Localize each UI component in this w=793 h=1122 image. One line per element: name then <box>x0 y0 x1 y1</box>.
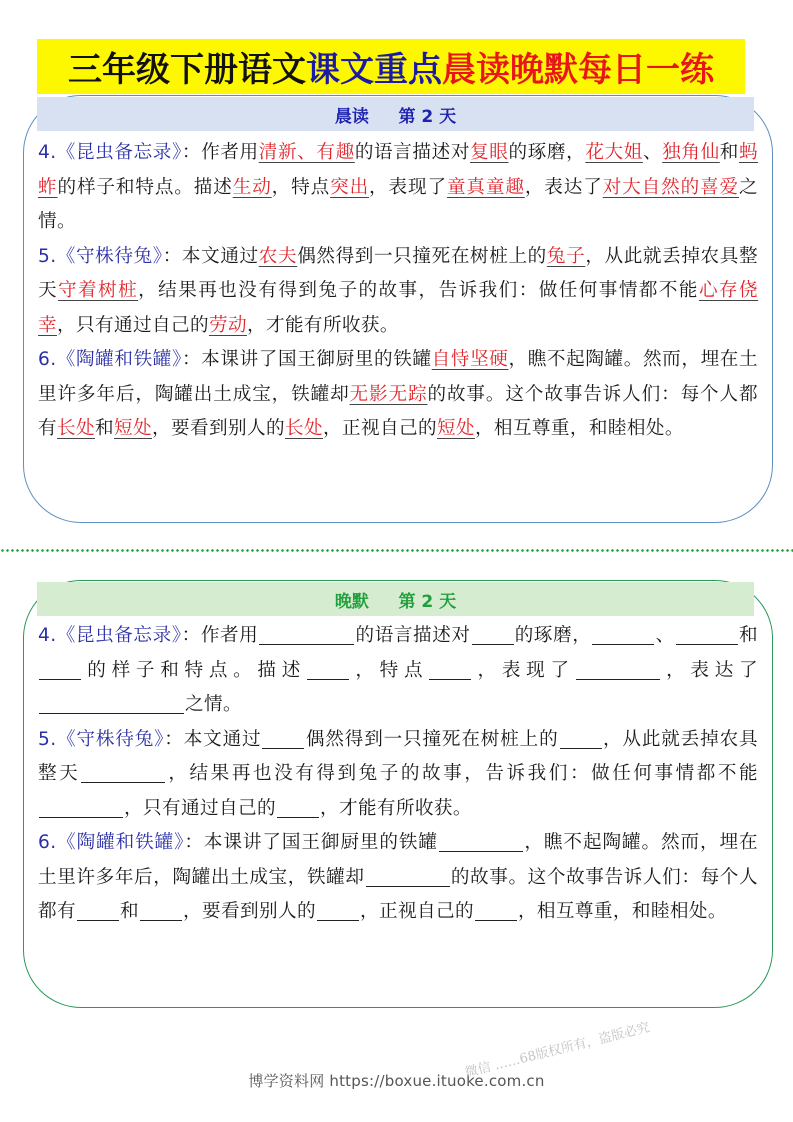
body-text: 的故事。这个故事告诉人们：每个人都有 <box>38 866 758 922</box>
body-text: 、 <box>642 142 663 163</box>
fill-in-blank[interactable] <box>472 623 514 645</box>
body-text: ，表现了 <box>472 659 575 681</box>
body-text: 之情。 <box>38 176 759 232</box>
morning-item-5 <box>38 240 758 344</box>
body-text: ，特点 <box>350 659 429 681</box>
answer-keyword: 独角仙 <box>662 142 720 163</box>
fill-in-blank[interactable] <box>39 658 81 680</box>
body-text: ，瞧不起陶罐。然而，埋在土里许多年后，陶罐出土成宝，铁罐却 <box>38 349 758 405</box>
fill-in-blank[interactable] <box>77 899 119 921</box>
body-text: ，才能有所收获。 <box>319 797 472 819</box>
body-text: ，要看到别人的 <box>183 901 316 922</box>
body-text: 偶然得到一只撞死在树桩上的 <box>297 245 547 267</box>
fill-in-blank[interactable] <box>475 899 517 921</box>
fill-in-blank[interactable] <box>307 658 349 680</box>
answer-keyword: 劳动 <box>208 314 247 336</box>
lesson-title: 《昆虫备忘录》 <box>56 142 182 163</box>
body-text: ，从此就丢掉农具整天 <box>38 245 758 301</box>
answer-keyword: 对大自然的喜爱 <box>602 176 740 198</box>
answer-keyword: 蚂蚱 <box>38 142 759 198</box>
evening-item-4 <box>38 619 758 723</box>
body-text: ：本课讲了国王御厨里的铁罐 <box>181 349 432 370</box>
body-text: 和 <box>719 142 740 163</box>
answer-keyword: 农夫 <box>258 245 298 267</box>
body-text: ，表达了 <box>660 659 758 681</box>
fill-in-blank[interactable] <box>39 692 184 714</box>
body-text: ，从此就丢掉农具整天 <box>38 728 759 784</box>
body-text: 的故事。这个故事告诉人们：每个人都有 <box>38 383 758 439</box>
title-practice: 晨读晚默每日一练 <box>442 50 714 90</box>
fill-in-blank[interactable] <box>366 865 450 887</box>
body-text: ，表达了 <box>524 176 603 198</box>
lesson-title: 《守株待兔》 <box>56 245 163 267</box>
title-grade: 三年级下册语文 <box>68 50 306 90</box>
fill-in-blank[interactable] <box>81 761 165 783</box>
answer-keyword: 无影无踪 <box>349 383 428 405</box>
fill-in-blank[interactable] <box>676 623 738 645</box>
page-title <box>37 39 745 94</box>
evening-content <box>38 619 758 930</box>
body-text: 的样子和特点。描述 <box>82 659 307 681</box>
body-text: ：本文通过 <box>162 245 259 267</box>
body-text: ，正视自己的 <box>322 418 437 439</box>
body-text: ：作者用 <box>181 625 259 646</box>
body-text: ，正视自己的 <box>359 901 474 922</box>
answer-keyword: 童真童趣 <box>446 176 525 198</box>
answer-keyword: 清新、有趣 <box>258 142 355 163</box>
body-text: 的语言描述对 <box>354 142 471 163</box>
evening-item-5 <box>38 723 758 827</box>
body-text: 之情。 <box>185 694 242 715</box>
answer-keyword: 复眼 <box>470 142 509 163</box>
answer-keyword: 生动 <box>232 176 272 198</box>
section-divider <box>0 549 793 552</box>
body-text: ，只有通过自己的 <box>57 314 209 336</box>
answer-keyword: 短处 <box>436 418 475 439</box>
item-number: 4. <box>38 625 57 646</box>
answer-keyword: 守着树桩 <box>58 280 139 301</box>
fill-in-blank[interactable] <box>262 727 304 749</box>
evening-label: 晚默 <box>334 591 369 612</box>
answer-keyword: 长处 <box>57 418 95 439</box>
footer-site-link[interactable]: 博学资料网 https://boxue.ituoke.com.cn <box>248 1072 545 1090</box>
body-text: ，相互尊重，和睦相处。 <box>517 901 727 922</box>
body-text: ，瞧不起陶罐。然而，埋在土里许多年后，陶罐出土成宝，铁罐却 <box>38 832 758 888</box>
body-text: 的语言描述对 <box>355 625 471 646</box>
body-text: ，只有通过自己的 <box>124 797 276 819</box>
answer-keyword: 长处 <box>284 418 323 439</box>
fill-in-blank[interactable] <box>140 899 182 921</box>
body-text: 、 <box>655 625 675 646</box>
answer-keyword: 兔子 <box>546 245 586 267</box>
body-text: 偶然得到一只撞死在树桩上的 <box>305 728 559 750</box>
lesson-title: 《陶罐和铁罐》 <box>56 349 182 370</box>
body-text: ，结果再也没有得到兔子的故事，告诉我们：做任何事情都不能 <box>138 280 699 301</box>
answer-keyword: 花大姐 <box>585 142 643 163</box>
body-text: 的琢磨， <box>508 142 586 163</box>
evening-card-header <box>37 582 754 616</box>
fill-in-blank[interactable] <box>429 658 471 680</box>
body-text: ，要看到别人的 <box>152 418 285 439</box>
body-text: 和 <box>120 901 139 922</box>
fill-in-blank[interactable] <box>277 796 319 818</box>
item-number: 5. <box>38 728 57 750</box>
fill-in-blank[interactable] <box>560 727 602 749</box>
lesson-title: 《守株待兔》 <box>56 728 165 750</box>
body-text: 和 <box>95 418 114 439</box>
fill-in-blank[interactable] <box>39 796 123 818</box>
answer-keyword: 自恃坚硬 <box>431 349 509 370</box>
body-text: ：作者用 <box>181 142 259 163</box>
morning-item-6 <box>38 343 758 447</box>
body-text: ，特点 <box>271 176 331 198</box>
title-focus: 课文重点 <box>306 50 442 90</box>
item-number: 5. <box>38 245 57 267</box>
body-text: 和 <box>738 625 758 646</box>
morning-card-header <box>37 97 754 131</box>
lesson-title: 《陶罐和铁罐》 <box>56 832 185 853</box>
fill-in-blank[interactable] <box>259 623 354 645</box>
body-text: 的样子和特点。描述 <box>57 176 233 198</box>
evening-day: 第 2 天 <box>398 591 457 612</box>
fill-in-blank[interactable] <box>317 899 359 921</box>
evening-item-6 <box>38 826 758 930</box>
morning-day: 第 2 天 <box>398 106 457 127</box>
body-text: 的琢磨， <box>514 625 592 646</box>
body-text: ：本课讲了国王御厨里的铁罐 <box>184 832 438 853</box>
morning-label: 晨读 <box>334 106 369 127</box>
fill-in-blank[interactable] <box>439 830 523 852</box>
item-number: 4. <box>38 142 57 163</box>
lesson-title: 《昆虫备忘录》 <box>56 625 182 646</box>
answer-keyword: 心存侥幸 <box>38 280 759 336</box>
body-text: ，相互尊重，和睦相处。 <box>474 418 684 439</box>
fill-in-blank[interactable] <box>576 658 660 680</box>
body-text: ：本文通过 <box>164 728 262 750</box>
fill-in-blank[interactable] <box>592 623 654 645</box>
item-number: 6. <box>38 349 57 370</box>
answer-keyword: 突出 <box>330 176 370 198</box>
answer-keyword: 短处 <box>114 418 152 439</box>
body-text: ，才能有所收获。 <box>246 314 399 336</box>
body-text: ，结果再也没有得到兔子的故事，告诉我们：做任何事情都不能 <box>166 763 759 784</box>
item-number: 6. <box>38 832 57 853</box>
morning-item-4 <box>38 136 758 240</box>
body-text: ，表现了 <box>369 176 447 198</box>
morning-content <box>38 136 758 447</box>
copyright-watermark: 微信 ……68版权所有，盗版必究 <box>463 1020 652 1081</box>
